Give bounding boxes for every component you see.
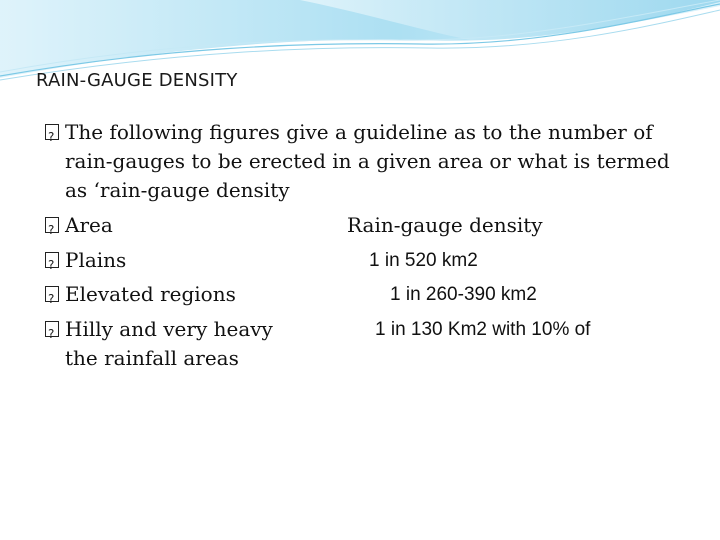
bullet-icon — [44, 320, 62, 338]
density-cell: 1 in 520 km2 — [369, 249, 478, 271]
density-header: Rain-gauge density — [347, 213, 543, 237]
table-row — [44, 280, 694, 315]
table-row — [44, 246, 694, 281]
bullet-icon — [44, 285, 62, 303]
area-cell: Plains — [65, 247, 127, 272]
content-body — [44, 118, 694, 373]
intro-text: The following figures give a guideline as to the number of rain-gauges to be erected in a given area or what is termed as ‘rain-gauge density — [65, 120, 670, 202]
area-cell: Hilly and very heavy the rainfall areas — [65, 316, 273, 370]
area-cell: Elevated regions — [65, 282, 236, 306]
bullet-icon — [44, 216, 62, 234]
density-cell: 1 in 260-390 km2 — [390, 284, 537, 305]
intro-paragraph — [44, 118, 694, 205]
area-header: Area — [65, 213, 113, 237]
bullet-icon — [44, 251, 62, 269]
slide-title: RAIN-GAUGE DENSITY — [36, 70, 238, 91]
bullet-icon — [44, 123, 62, 141]
density-cell: 1 in 130 Km2 with 10% of — [375, 318, 591, 340]
table-row — [44, 315, 694, 373]
table-header-row — [44, 211, 694, 246]
